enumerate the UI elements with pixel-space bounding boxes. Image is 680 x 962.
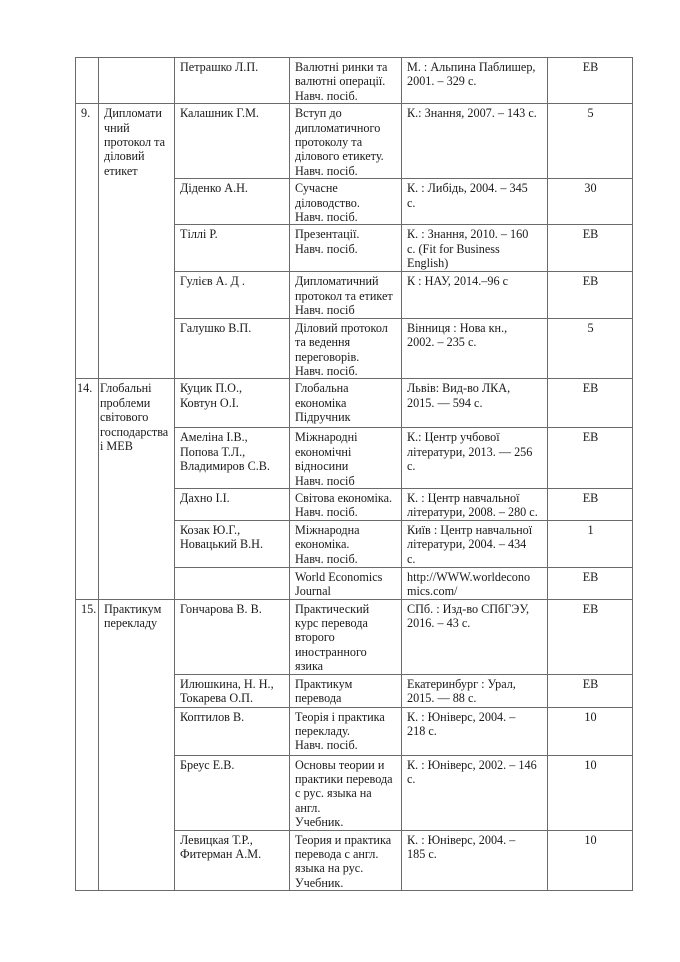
author-cell: Илюшкина, Н. Н., Токарева О.П. [175,674,290,707]
copies-cell: 10 [548,830,633,891]
title-cell: Світова економіка. Навч. посіб. [290,488,402,520]
copies-cell: ЕВ [548,567,633,599]
publisher-cell: Екатеринбург : Урал, 2015. — 88 с. [402,674,548,707]
author-cell: Бреус Е.В. [175,755,290,830]
references-table [75,57,633,891]
copies-cell: 10 [548,755,633,830]
publisher-cell: СПб. : Изд-во СПбГЭУ, 2016. – 43 с. [402,599,548,674]
title-cell: Презентації. Навч. посіб. [290,225,402,272]
title-cell: Теорія і практика перекладу. Навч. посіб. [290,707,402,755]
publisher-cell: К. : Юніверс, 2004. – 185 с. [402,830,548,891]
row-number: 14. [76,379,99,599]
title-cell: Практикум перевода [290,674,402,707]
table-row [76,379,633,428]
copies-cell: 5 [548,104,633,179]
title-cell: Діловий протокол та ведення переговорів. Навч. посіб. [290,318,402,379]
author-cell: Куцик П.О., Ковтун О.І. [175,379,290,428]
title-cell: Сучасне діловодство. Навч. посіб. [290,179,402,225]
publisher-cell: К.: Центр учбової літератури, 2013. — 256 с. [402,428,548,489]
author-cell: Гулієв А. Д . [175,272,290,318]
title-cell: Глобальна економіка Підручник [290,379,402,428]
publisher-cell: М. : Альпина Паблишер, 2001. – 329 с. [402,58,548,104]
author-cell: Гончарова В. В. [175,599,290,674]
title-cell: Міжнародна економіка. Навч. посіб. [290,520,402,567]
copies-cell: 10 [548,707,633,755]
publisher-cell: Вінниця : Нова кн., 2002. – 235 с. [402,318,548,379]
copies-cell: ЕВ [548,58,633,104]
copies-cell: ЕВ [548,488,633,520]
copies-cell: ЕВ [548,428,633,489]
title-cell: Дипломатичний протокол та етикет Навч. посіб [290,272,402,318]
copies-cell: ЕВ [548,225,633,272]
publisher-cell: К. : Знання, 2010. – 160 с. (Fit for Business English) [402,225,548,272]
author-cell: Козак Ю.Г., Новацький В.Н. [175,520,290,567]
copies-cell: 5 [548,318,633,379]
author-cell: Петрашко Л.П. [175,58,290,104]
publisher-cell: Київ : Центр навчальної літератури, 2004. – 434 с. [402,520,548,567]
publisher-cell: К. : Либідь, 2004. – 345 с. [402,179,548,225]
author-cell: Коптилов В. [175,707,290,755]
title-cell: World Economics Journal [290,567,402,599]
table-row [76,599,633,674]
copies-cell: ЕВ [548,379,633,428]
author-cell: Амеліна І.В., Попова Т.Л., Владимиров С.В. [175,428,290,489]
publisher-cell: К : НАУ, 2014.–96 с [402,272,548,318]
author-cell: Галушко В.П. [175,318,290,379]
title-cell: Вступ до дипломатичного протоколу та ділового етикету. Навч. посіб. [290,104,402,179]
author-cell: Дахно І.І. [175,488,290,520]
row-number: 15. [76,599,99,891]
copies-cell: ЕВ [548,599,633,674]
publisher-cell: К. : Юніверс, 2004. – 218 с. [402,707,548,755]
copies-cell: ЕВ [548,272,633,318]
discipline-name [99,58,175,104]
publisher-cell: К. : Центр навчальної літератури, 2008. – 280 с. [402,488,548,520]
publisher-cell: К. : Юніверс, 2002. – 146 с. [402,755,548,830]
author-cell [175,567,290,599]
row-number: 9. [76,104,99,379]
title-cell: Валютні ринки та валютні операції. Навч. посіб. [290,58,402,104]
publisher-cell: К.: Знання, 2007. – 143 с. [402,104,548,179]
publisher-cell: http://WWW.worldecono mics.com/ [402,567,548,599]
row-number [76,58,99,104]
copies-cell: 30 [548,179,633,225]
discipline-name: Практикум перекладу [99,599,175,891]
discipline-name: Дипломати чний протокол та діловий етикет [99,104,175,379]
discipline-name: Глобальні проблеми світового господарства і МЕВ [99,379,175,599]
author-cell: Левицкая Т.Р., Фитерман А.М. [175,830,290,891]
author-cell: Калашник Г.М. [175,104,290,179]
title-cell: Практический курс перевода второго иностранного язика [290,599,402,674]
copies-cell: ЕВ [548,674,633,707]
table-row [76,58,633,104]
author-cell: Тіллі Р. [175,225,290,272]
table-row [76,104,633,179]
author-cell: Діденко А.Н. [175,179,290,225]
publisher-cell: Львів: Вид-во ЛКА, 2015. — 594 с. [402,379,548,428]
title-cell: Основы теории и практики перевода с рус. языка на англ. Учебник. [290,755,402,830]
title-cell: Міжнародні економічні відносини Навч. посіб [290,428,402,489]
copies-cell: 1 [548,520,633,567]
title-cell: Теория и практика перевода с англ. языка на рус. Учебник. [290,830,402,891]
